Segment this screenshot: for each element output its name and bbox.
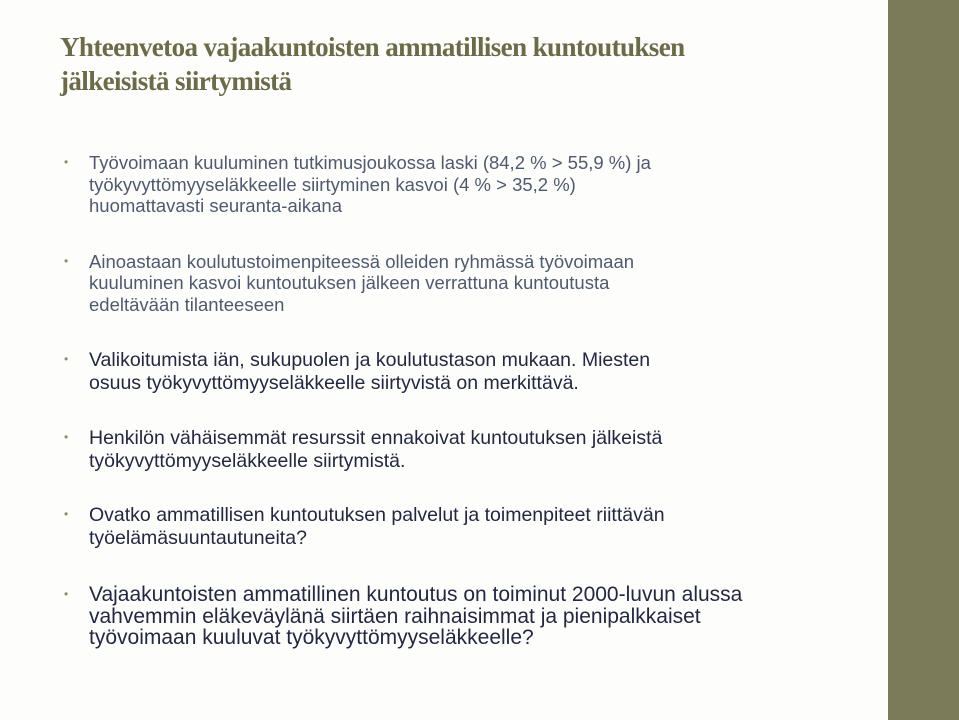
bullet-text-line: työkyvyttömyyseläkkeelle siirtymistä. <box>89 450 406 472</box>
bullet-text-line: Vajaakuntoisten ammatillinen kuntoutus on toiminut 2000-luvun alussa <box>89 583 743 606</box>
bullet-text-line: Ainoastaan koulutustoimenpiteessä olleiden ryhmässä työvoimaan <box>89 250 635 272</box>
bullet-item <box>62 504 862 550</box>
slide-title-line: jälkeisistä siirtymistä <box>60 66 292 96</box>
bullet-text-line: työvoimaan kuuluvat työkyvyttömyyseläkkeelle? <box>89 626 534 649</box>
bullet-text-line: osuus työkyvyttömyyseläkkeelle siirtyvistä on merkittävä. <box>89 372 579 394</box>
slide-title-line: Yhteenvetoa vajaakuntoisten ammatillisen kuntoutuksen <box>60 32 685 62</box>
side-decoration-band <box>888 0 959 720</box>
bullet-text-line: kuuluminen kasvoi kuntoutuksen jälkeen verrattuna kuntoutusta <box>89 272 610 293</box>
bullet-dot-icon: • <box>64 253 69 268</box>
bullet-text-line: vahvemmin eläkeväylänä siirtäen raihnaisimmat ja pienipalkkaiset <box>89 604 701 628</box>
bullet-text-line: Ovatko ammatillisen kuntoutuksen palvelut ja toimenpiteet riittävän <box>89 504 665 526</box>
bullet-dot-icon: • <box>64 155 69 169</box>
bullet-item <box>62 349 862 395</box>
bullet-text-line: työelämäsuuntautuneita? <box>89 527 307 549</box>
bullet-text-line: työkyvyttömyyseläkkeelle siirtyminen kasvoi (4 % > 35,2 %) <box>89 173 576 195</box>
bullet-text-line: huomattavasti seuranta-aikana <box>89 195 342 216</box>
bullet-dot-icon: • <box>64 587 69 601</box>
bullet-dot-icon: • <box>64 430 69 444</box>
slide-title <box>60 30 840 98</box>
bullet-text-line: Valikoitumista iän, sukupuolen ja koulutustason mukaan. Miesten <box>89 349 651 371</box>
bullet-item <box>62 427 862 473</box>
bullet-dot-icon: • <box>64 507 69 521</box>
bullet-item <box>62 152 862 217</box>
bullet-list <box>62 152 862 649</box>
bullet-text-line: Henkilön vähäisemmät resurssit ennakoivat kuntoutuksen jälkeistä <box>89 427 663 449</box>
bullet-text-line: edeltävään tilanteeseen <box>89 293 285 315</box>
bullet-item <box>62 584 862 649</box>
bullet-item <box>62 251 862 316</box>
bullet-text-line: Työvoimaan kuuluminen tutkimusjoukossa laski (84,2 % > 55,9 %) ja <box>89 152 651 173</box>
bullet-dot-icon: • <box>64 352 69 366</box>
